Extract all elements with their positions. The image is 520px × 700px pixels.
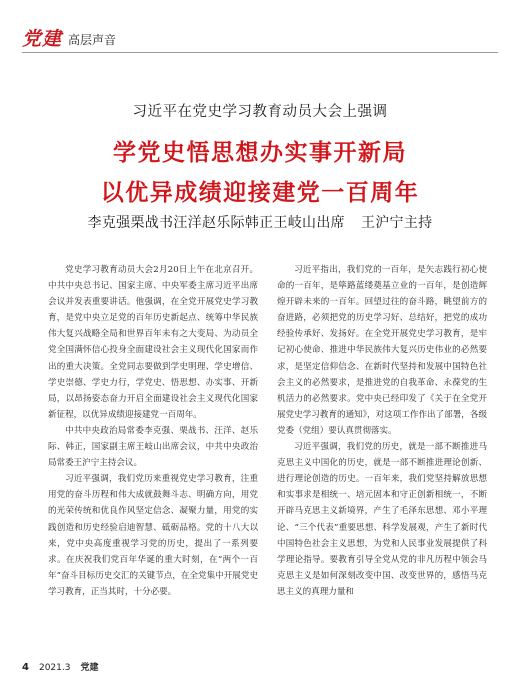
article-title-line2: 以优异成绩迎接建党一百周年 [100, 180, 420, 206]
page-number: 4 [22, 662, 29, 673]
paragraph: 中共中央政治局常委李克强、栗战书、汪洋、赵乐际、韩正，国家副主席王岐山出席会议，中共中央政治局常委王沪宁主持会议。 [48, 425, 258, 469]
article-title-line1: 学党史悟思想办实事开新局 [113, 140, 407, 166]
magazine-name: 党建 [80, 663, 99, 673]
header-divider [22, 52, 498, 53]
paragraph: 习近平指出，我们党的一百年，是矢志践行初心使命的一百年，是筚路蓝缕奠基立业的一百年，是创造辉煌开辟未来的一百年。回望过往的奋斗路，眺望前方的奋进路，必须把党的历史学习好、总结好，把党的成功经验传承好、发扬好。在全党开展党史学习教育，是牢记初心使命、推进中华民族伟大复兴历史伟业的必然要求，是坚定信仰信念、在新时代坚持和发展中国特色社会主义的必然要求，是推进党的自我革命、永葆党的生机活力的必然要求。党中央已经印发了《关于在全党开展党史学习教育的通知》，对这项工作作出了部署，各级党委（党组）要认真贯彻落实。 [277, 265, 487, 436]
article-kicker: 习近平在党史学习教育动员大会上强调 [132, 104, 388, 120]
magazine-logo: 党建 [22, 28, 63, 50]
host-line: 王沪宁主持 [360, 215, 433, 231]
article-subtitle [0, 212, 520, 232]
column-name: 高层声音 [68, 33, 117, 47]
paragraph: 党史学习教育动员大会2月20日上午在北京召开。中共中央总书记、国家主席、中央军委主席习近平出席会议并发表重要讲话。他强调，在全党开展党史学习教育，是党中央立足党的百年历史新起点、统筹中华民族伟大复兴战略全局和世界百年未有之大变局、为动员全党全国满怀信心投身全面建设社会主义现代化国家而作出的重大决策。全党同志要做到学史明理、学史增信、学史崇德、学史力行，学党史、悟思想、办实事、开新局，以昂扬姿态奋力开启全面建设社会主义现代化国家新征程，以优异成绩迎接建党一百周年。 [48, 265, 258, 420]
attendees-line: 李克强栗战书汪洋赵乐际韩正王岐山出席 [87, 215, 345, 231]
page-footer [22, 660, 98, 673]
body-column-left [48, 262, 258, 600]
issue-date: 2021.3 [38, 663, 71, 673]
paragraph: 习近平强调，我们党历来重视党史学习教育，注重用党的奋斗历程和伟大成就鼓舞斗志、明确方向，用党的光荣传统和优良作风坚定信念、凝聚力量，用党的实践创造和历史经验启迪智慧、砥砺品格。党的十八大以来，党中央高度重视学习党的历史，提出了一系列要求。在庆祝我们党百年华诞的重大时刻，在“两个一百年”奋斗目标历史交汇的关键节点，在全党集中开展党史学习教育，正当其时，十分必要。 [48, 474, 258, 597]
paragraph: 习近平强调，我们党的历史，就是一部不断推进马克思主义中国化的历史，就是一部不断推进理论创新、进行理论创造的历史。一百年来，我们党坚持解放思想和实事求是相统一、培元固本和守正创新相统一，不断开辟马克思主义新境界，产生了毛泽东思想、邓小平理论、“三个代表”重要思想、科学发展观，产生了新时代中国特色社会主义思想，为党和人民事业发展提供了科学理论指导。要教育引导全党从党的非凡历程中领会马克思主义是如何深刻改变中国、改变世界的，感悟马克思主义的真理力量和 [277, 442, 487, 597]
page-header [22, 24, 116, 50]
body-column-right [277, 262, 487, 600]
